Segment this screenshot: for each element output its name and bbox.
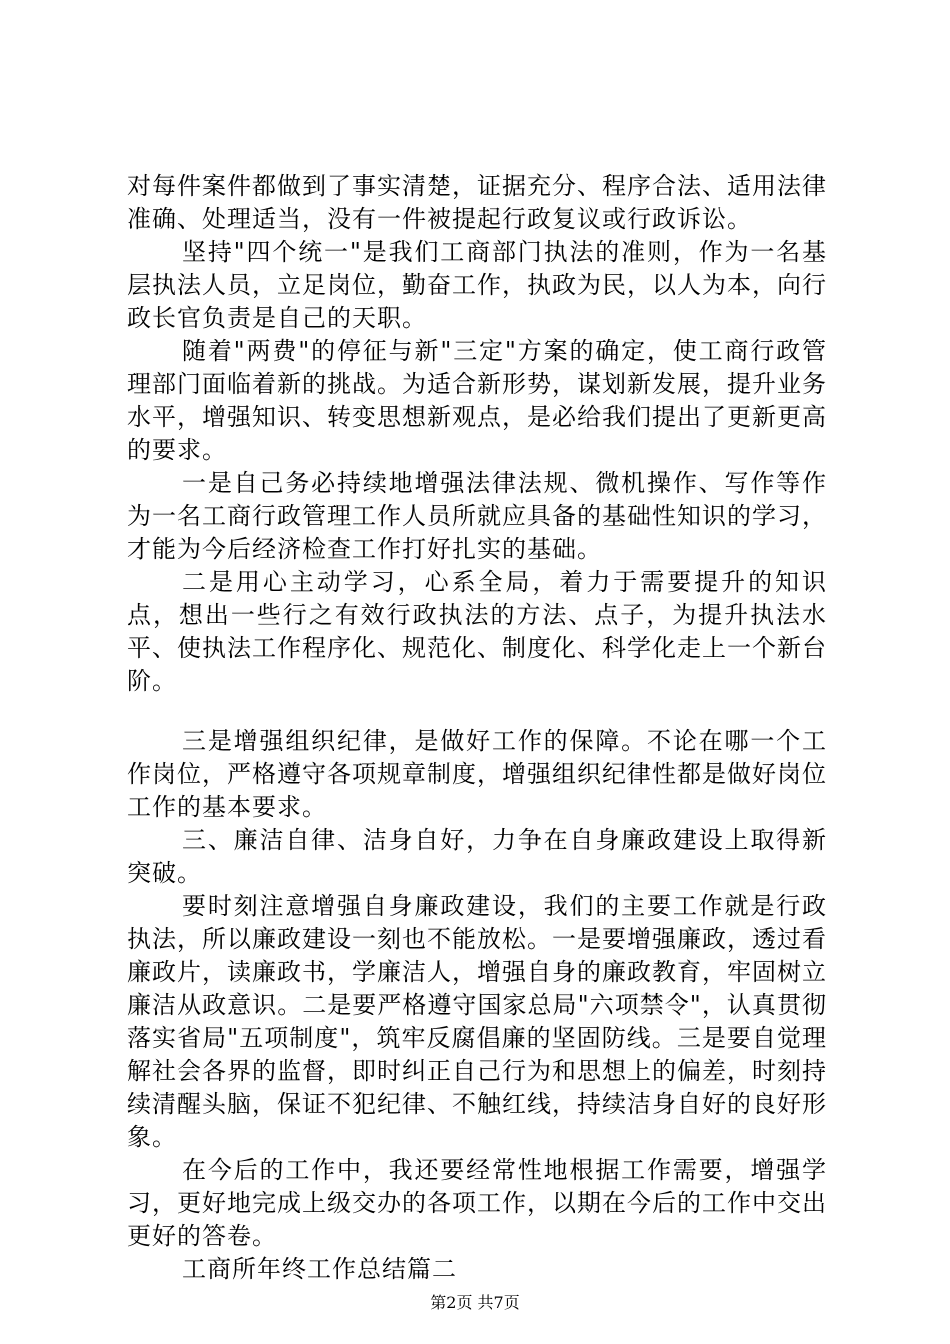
document-body: [127, 170, 827, 1286]
paragraph-2: 坚持"四个统一"是我们工商部门执法的准则，作为一名基层执法人员，立足岗位，勤奋工作，执政为民，以人为本，向行政长官负责是自己的天职。: [127, 238, 827, 332]
paragraph-6: 三是增强组织纪律，是做好工作的保障。不论在哪一个工作岗位，严格遵守各项规章制度，增强组织纪律性都是做好岗位工作的基本要求。: [127, 727, 827, 821]
paragraph-8: 要时刻注意增强自身廉政建设，我们的主要工作就是行政执法，所以廉政建设一刻也不能放松。一是要增强廉政，透过看廉政片，读廉政书，学廉洁人，增强自身的廉政教育，牢固树立廉洁从政意识。二是要严格遵守国家总局"六项禁令"，认真贯彻落实省局"五项制度"，筑牢反腐倡廉的坚固防线。三是要自觉理解社会各界的监督，即时纠正自己行为和思想上的偏差，时刻持续清醒头脑，保证不犯纪律、不触红线，持续洁身自好的良好形象。: [127, 892, 827, 1151]
section-heading: 三、廉洁自律、洁身自好，力争在自身廉政建设上取得新突破。: [127, 826, 827, 887]
paragraph-1: 对每件案件都做到了事实清楚，证据充分、程序合法、适用法律准确、处理适当，没有一件被提起行政复议或行政诉讼。: [127, 172, 827, 233]
page-footer: 第2页 共7页: [430, 1293, 520, 1312]
paragraph-9: 在今后的工作中，我还要经常性地根据工作需要，增强学习，更好地完成上级交办的各项工作，以期在今后的工作中交出更好的答卷。: [127, 1156, 827, 1250]
paragraph-4: 一是自己务必持续地增强法律法规、微机操作、写作等作为一名工商行政管理工作人员所就应具备的基础性知识的学习，才能为今后经济检查工作打好扎实的基础。: [127, 469, 827, 563]
next-article-title: 工商所年终工作总结篇二: [182, 1255, 457, 1283]
paragraph-5: 二是用心主动学习，心系全局，着力于需要提升的知识点，想出一些行之有效行政执法的方法、点子，为提升执法水平、使执法工作程序化、规范化、制度化、科学化走上一个新台阶。: [127, 568, 827, 695]
paragraph-3: 随着"两费"的停征与新"三定"方案的确定，使工商行政管理部门面临着新的挑战。为适合新形势，谋划新发展，提升业务水平，增强知识、转变思想新观点，是必给我们提出了更新更高的要求。: [127, 337, 827, 464]
paragraph-gap: [127, 698, 827, 725]
